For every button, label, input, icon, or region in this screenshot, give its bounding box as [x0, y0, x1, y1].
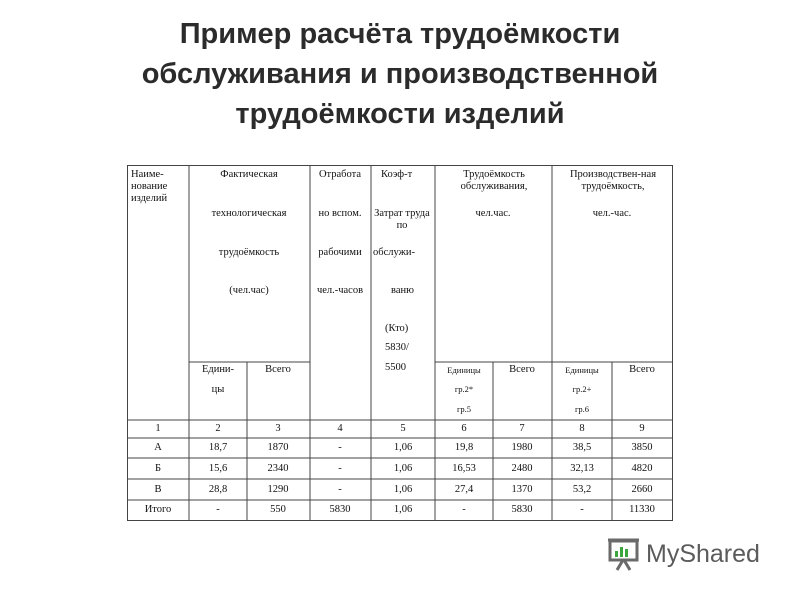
row-cell: 15,6 [208, 463, 228, 474]
row-cell: 16,53 [452, 463, 476, 474]
header-total-2: Всего [509, 364, 535, 375]
col-number: 2 [215, 423, 221, 434]
row-cell: 53,2 [572, 484, 592, 495]
row-cell: 1,06 [393, 442, 413, 453]
header-work-2: но вспом. [318, 208, 362, 219]
header-units-2c: гр.5 [456, 404, 472, 414]
row-cell: 1,06 [393, 504, 413, 515]
labor-intensity-table [127, 165, 673, 521]
row-cell: В [154, 484, 162, 495]
header-service-unit: чел.час. [475, 208, 511, 219]
header-units-3b: гр.2+ [572, 384, 592, 394]
slide-title-line: трудоёмкости изделий [235, 98, 565, 130]
header-units-1: Едини- [201, 364, 235, 375]
row-cell: А [154, 442, 162, 453]
row-cell: - [338, 463, 342, 474]
header-units-2b: гр.2* [454, 384, 474, 394]
header-fact-1: Фактическая [220, 169, 278, 180]
row-cell: 27,4 [454, 484, 474, 495]
row-cell: 28,8 [208, 484, 228, 495]
col-number: 6 [461, 423, 467, 434]
col-number: 4 [337, 423, 343, 434]
col-number: 9 [639, 423, 645, 434]
header-units-2: Единицы [447, 365, 481, 375]
myshared-logo [606, 534, 766, 574]
header-fact-4: (чел.час) [229, 285, 269, 296]
row-cell: Итого [144, 504, 172, 515]
row-cell: - [338, 442, 342, 453]
row-cell: 19,8 [454, 442, 474, 453]
header-coef-7: 5500 [385, 362, 406, 373]
row-cell: 5830 [329, 504, 351, 515]
col-number: 3 [275, 423, 281, 434]
header-units-3: Единицы [565, 365, 599, 375]
header-service: Трудоёмкость обслуживания, [460, 169, 528, 192]
header-units-1b: цы [211, 384, 225, 395]
col-number: 8 [579, 423, 585, 434]
header-coef-1: Коэф-т [381, 169, 413, 180]
header-work-3: рабочими [318, 247, 362, 258]
header-coef-6: 5830/ [385, 342, 409, 353]
header-production-unit: чел.-час. [592, 208, 632, 219]
row-cell: 1,06 [393, 484, 413, 495]
header-fact-3: трудоёмкость [218, 247, 280, 258]
col-number: 5 [400, 423, 406, 434]
header-units-3c: гр.6 [574, 404, 590, 414]
slide-title-line: обслуживания и производственной [141, 58, 659, 90]
row-cell: 18,7 [208, 442, 228, 453]
row-cell: 5830 [511, 504, 533, 515]
header-name: Наиме-нование изделий [131, 169, 168, 204]
row-cell: 1980 [511, 442, 533, 453]
col-number: 7 [519, 423, 525, 434]
row-cell: 1290 [267, 484, 289, 495]
row-cell: - [216, 504, 220, 515]
row-cell: 2660 [631, 484, 653, 495]
row-cell: 4820 [631, 463, 653, 474]
header-work-4: чел.-часов [316, 285, 364, 296]
slide-title [0, 14, 800, 134]
row-cell: 1870 [267, 442, 289, 453]
header-production: Производствен-ная трудоёмкость, [569, 169, 657, 192]
row-cell: 3850 [631, 442, 653, 453]
header-coef-4: ваню [391, 285, 414, 296]
col-number: 1 [155, 423, 161, 434]
row-cell: 38,5 [572, 442, 592, 453]
row-cell: 2480 [511, 463, 533, 474]
header-coef-3: обслужи- [373, 247, 415, 258]
header-fact-2: технологическая [211, 208, 287, 219]
row-cell: Б [154, 463, 162, 474]
row-cell: - [580, 504, 584, 515]
header-coef-2: Затрат труда по [374, 208, 430, 231]
row-cell: - [338, 484, 342, 495]
header-work-1: Отработа [318, 169, 362, 180]
slide-title-line: Пример расчёта трудоёмкости [179, 18, 621, 50]
row-cell: 32,13 [570, 463, 594, 474]
row-cell: 11330 [629, 504, 655, 515]
header-total-1: Всего [265, 364, 291, 375]
header-total-3: Всего [629, 364, 655, 375]
row-cell: 1,06 [393, 463, 413, 474]
logo-text: MyShared [646, 540, 760, 568]
presentation-board-icon [606, 536, 642, 572]
row-cell: - [462, 504, 466, 515]
header-coef-5: (Кто) [385, 323, 409, 334]
row-cell: 550 [270, 504, 286, 515]
row-cell: 1370 [511, 484, 533, 495]
row-cell: 2340 [267, 463, 289, 474]
